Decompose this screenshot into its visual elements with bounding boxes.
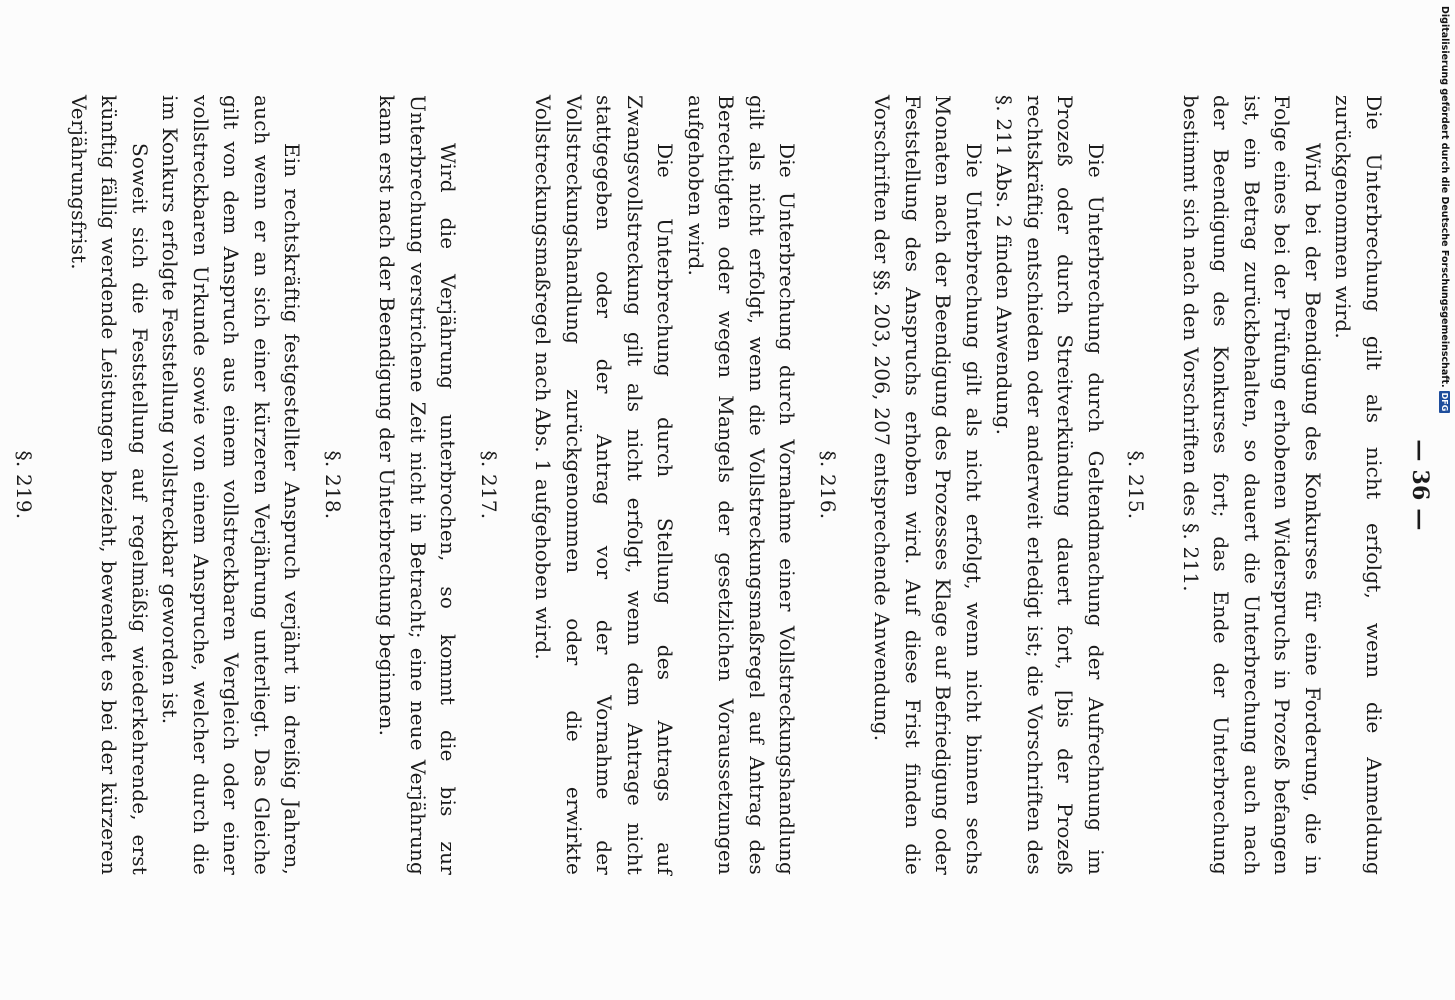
- digitization-credit: [1439, 6, 1450, 413]
- paragraph: Die Unterbrechung gilt als nicht erfolgt, wenn die Anmeldung zurückgenommen wird.: [1331, 95, 1386, 875]
- page-number: — 36 —: [1407, 439, 1433, 531]
- paragraph: Soweit sich die Feststellung auf regelmäßig wiederkehrende, erst künftig fällig werdende Leistungen bezieht, bewendet es bei der kürzeren Verjährungsfrist.: [67, 95, 152, 875]
- paragraph: Die Unterbrechung durch Stellung des Antrags auf Zwangsvollstreckung gilt als nicht erfolgt, wenn dem Antrage nicht stattgegeben oder der Antrag vor der Vornahme der Vollstreckungshandlung zurückgenommen oder die erwirkte Vollstreckungsmaßregel nach Abs. 1 aufgehoben wird.: [531, 95, 678, 875]
- dfg-logo-icon: DFG: [1440, 392, 1449, 412]
- section-heading: §. 219.: [12, 450, 37, 520]
- rotated-text-page: [0, 95, 1435, 875]
- paragraph: Wird bei der Beendigung des Konkurses für eine Forderung, die in Folge eines bei der Prüfung erhobenen Widerspruchs in Prozeß befangen ist, ein Betrag zurückbehalten, so dauert die Unterbrechung auch nach der Beendigung des Konkurses fort; das Ende der Unterbrechung bestimmt sich nach den Vorschriften des §. 211.: [1179, 95, 1325, 875]
- paragraph: Die Unterbrechung gilt als nicht erfolgt, wenn nicht binnen sechs Monaten nach der Beendigung des Prozesses Klage auf Befriedigung oder Feststellung des Anspruchs erhoben wird. Auf diese Frist finden die Vorschriften der §§. 203, 206, 207 entsprechende Anwendung.: [870, 95, 986, 875]
- paragraph: Die Unterbrechung durch Vornahme einer Vollstreckungshandlung gilt als nicht erfolgt, wenn die Vollstreckungsmaßregel auf Antrag des Berechtigten oder wegen Mangels der gesetzlichen Voraussetzungen aufgehoben wird.: [684, 95, 800, 875]
- paragraph: Wird die Verjährung unterbrochen, so kommt die bis zur Unterbrechung verstrichene Zeit nicht in Betracht; eine neue Verjährung kann erst nach der Beendigung der Unterbrechung beginnen.: [375, 95, 461, 875]
- page-body: [0, 95, 1389, 875]
- section-heading: §. 218.: [321, 450, 345, 520]
- section-heading: §. 215.: [1124, 450, 1149, 520]
- credit-text: Digitalisierung gefördert durch die Deutsche Forschungsgemeinschaft.: [1439, 6, 1450, 388]
- section-heading: §. 216.: [816, 450, 840, 520]
- section-heading: §. 217.: [477, 450, 501, 520]
- paragraph: Die Unterbrechung durch Geltendmachung der Aufrechnung im Prozeß oder durch Streitverkündung dauert fort, [bis der Prozeß rechtskräftig entschieden oder anderweit erledigt ist; die Vorschriften des §. 211 Abs. 2 finden Anwendung.: [992, 95, 1108, 875]
- paragraph: Ein rechtskräftig festgestellter Anspruch verjährt in dreißig Jahren, auch wenn er an sich einer kürzeren Verjährung unterliegt. Das Gleiche gilt von dem Anspruch aus einem vollstreckbaren Vergleich oder einer vollstreckbaren Urkunde sowie von einem Anspruche, welcher durch die im Konkurs erfolgte Feststellung vollstreckbar geworden ist.: [158, 95, 305, 875]
